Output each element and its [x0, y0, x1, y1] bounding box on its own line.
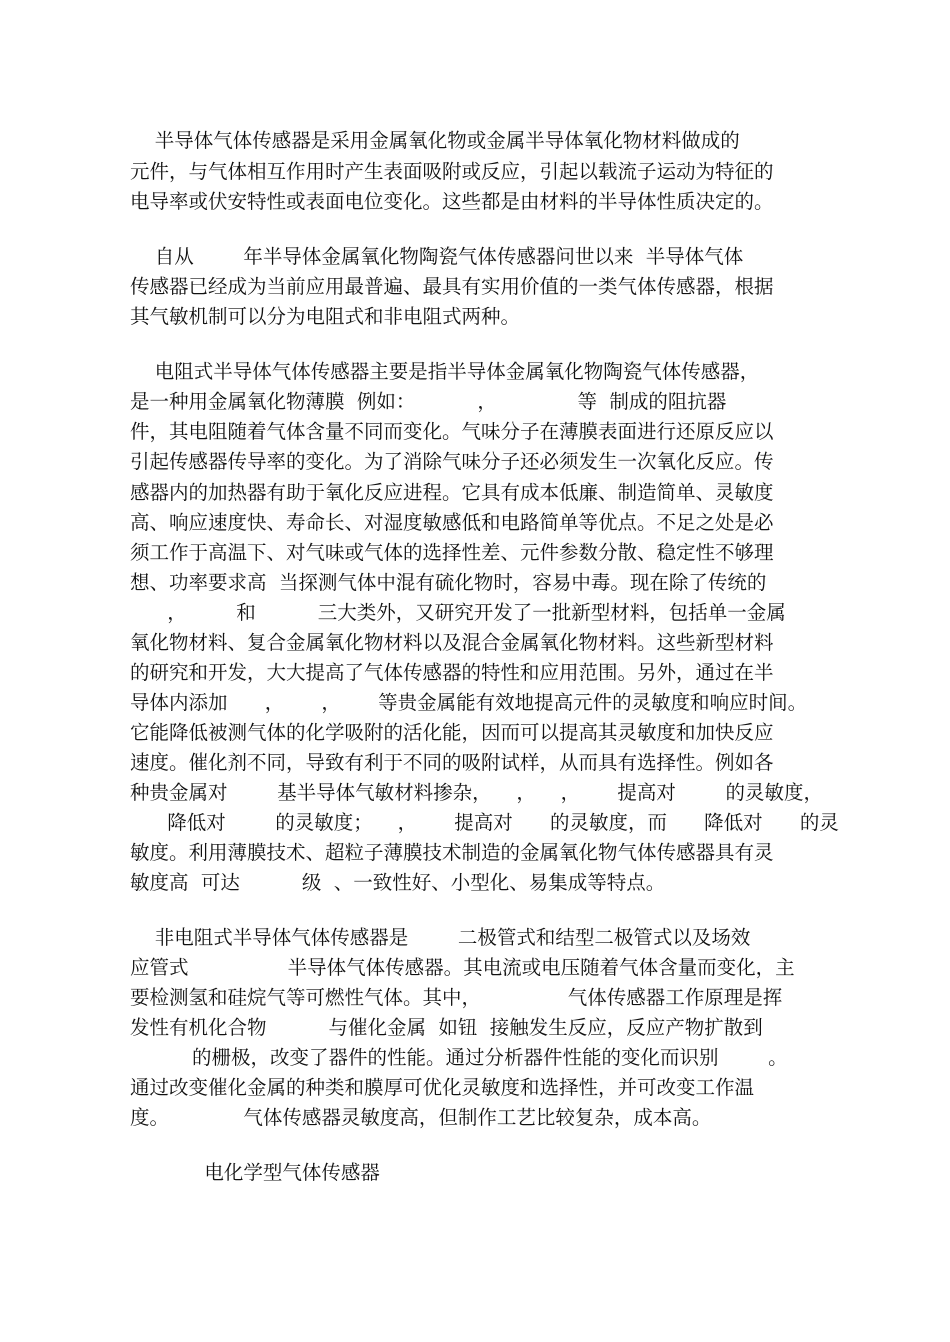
paragraph-3-line-12: 导体内添加 ， ， 等贵金属能有效地提高元件的灵敏度和响应时间。: [130, 691, 808, 714]
paragraph-3-line-1: 电阻式半导体气体传感器主要是指半导体金属氧化物陶瓷气体传感器，: [130, 360, 760, 383]
paragraph-3-line-11: 的研究和开发，大大提高了气体传感器的特性和应用范围。另外，通过在半: [130, 661, 774, 684]
paragraph-3-line-16: 降低对 的灵敏度； ， 提高对 的灵敏度，而 降低对 的灵: [130, 811, 839, 834]
paragraph-3-line-4: 引起传感器传导率的变化。为了消除气味分子还必须发生一次氧化反应。传: [130, 450, 774, 473]
paragraph-4-line-4: 发性有机化合物 与催化金属 如钮 接触发生反应，反应产物扩散到: [130, 1016, 763, 1039]
paragraph-3-line-10: 氧化物材料、复合金属氧化物材料以及混合金属氧化物材料。这些新型材料: [130, 631, 774, 654]
paragraph-3-line-14: 速度。催化剂不同，导致有利于不同的吸附试样，从而具有选择性。例如各: [130, 751, 774, 774]
paragraph-4-line-6: 通过改变催化金属的种类和膜厚可优化灵敏度和选择性，并可改变工作温: [130, 1076, 755, 1099]
paragraph-3-line-5: 感器内的加热器有助于氧化反应进程。它具有成本低廉、制造简单、灵敏度: [130, 481, 774, 504]
paragraph-3-line-15: 种贵金属对 基半导体气敏材料掺杂， ， ， 提高对 的灵敏度，: [130, 781, 823, 804]
paragraph-1-line-3: 电导率或伏安特性或表面电位变化。这些都是由材料的半导体性质决定的。: [130, 190, 774, 213]
paragraph-3-line-7: 须工作于高温下、对气味或气体的选择性差、元件参数分散、稳定性不够理: [130, 541, 774, 564]
paragraph-4-line-1: 非电阻式半导体气体传感器是 二极管式和结型二极管式以及场效: [130, 926, 751, 949]
paragraph-3-line-8: 想、功率要求高 当探测气体中混有硫化物时，容易中毒。现在除了传统的: [130, 571, 767, 594]
paragraph-3-line-3: 件，其电阻随着气体含量不同而变化。气味分子在薄膜表面进行还原反应以: [130, 420, 774, 443]
paragraph-3-line-13: 它能降低被测气体的化学吸附的活化能，因而可以提高其灵敏度和加快反应: [130, 721, 774, 744]
paragraph-4-line-7: 度。 气体传感器灵敏度高，但制作工艺比较复杂，成本高。: [130, 1106, 712, 1129]
paragraph-3-line-18: 敏度高 可达 级 、一致性好、小型化、易集成等特点。: [130, 871, 666, 894]
section-heading: 电化学型气体传感器: [130, 1161, 380, 1184]
paragraph-2-line-2: 传感器已经成为当前应用最普遍、最具有实用价值的一类气体传感器，根据: [130, 275, 774, 298]
paragraph-3-line-17: 敏度。利用薄膜技术、超粒子薄膜技术制造的金属氧化物气体传感器具有灵: [130, 841, 774, 864]
paragraph-4-line-5: 的栅极，改变了器件的性能。通过分析器件性能的变化而识别 。: [130, 1046, 788, 1069]
paragraph-4-line-3: 要检测氢和硅烷气等可燃性气体。其中， 气体传感器工作原理是挥: [130, 986, 783, 1009]
paragraph-2-line-1: 自从 年半导体金属氧化物陶瓷气体传感器问世以来 半导体气体: [130, 245, 744, 268]
paragraph-1-line-1: 半导体气体传感器是采用金属氧化物或金属半导体氧化物材料做成的: [130, 129, 740, 152]
paragraph-2-line-3: 其气敏机制可以分为电阻式和非电阻式两种。: [130, 305, 521, 328]
paragraph-4-line-2: 应管式 半导体气体传感器。其电流或电压随着气体含量而变化，主: [130, 956, 795, 979]
paragraph-1-line-2: 元件，与气体相互作用时产生表面吸附或反应，引起以载流子运动为特征的: [130, 160, 774, 183]
paragraph-3-line-2: 是一种用金属氧化物薄膜 例如： ， 等 制成的阻抗器: [130, 390, 727, 413]
paragraph-3-line-6: 高、响应速度快、寿命长、对湿度敏感低和电路简单等优点。不足之处是必: [130, 511, 774, 534]
paragraph-3-line-9: ， 和 三大类外，又研究开发了一批新型材料，包括单一金属: [130, 601, 786, 624]
